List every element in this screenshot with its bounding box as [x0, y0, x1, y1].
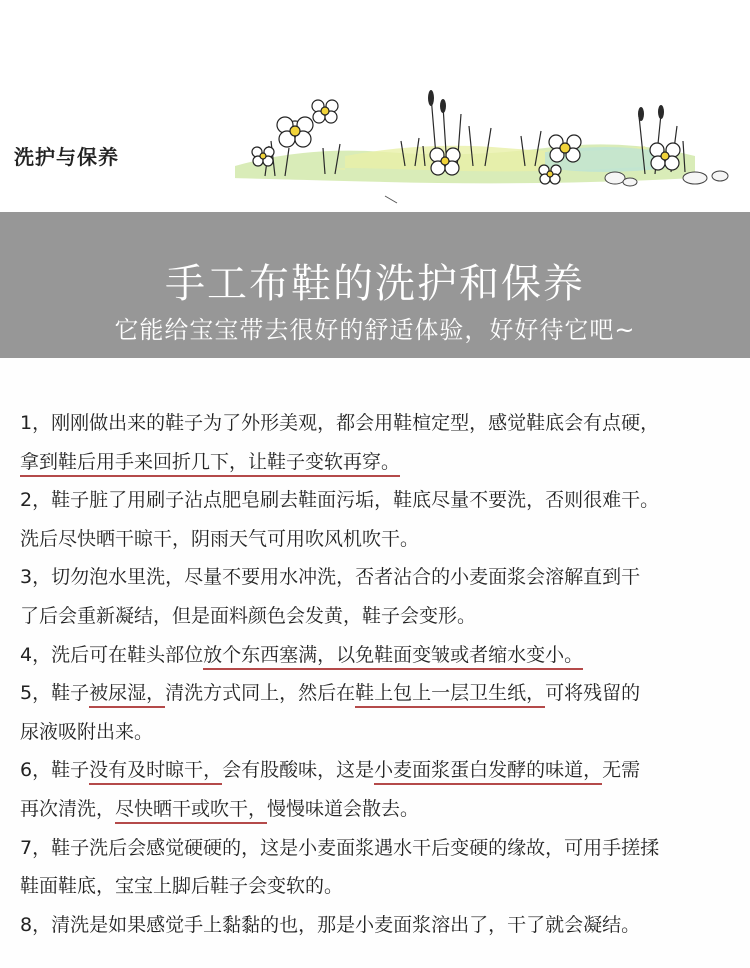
- text-segment: 7，鞋子洗后会感觉硬硬的，这是小麦面浆遇水干后变硬的缘故，可用手搓揉: [20, 836, 660, 859]
- care-item-line: [20, 443, 750, 482]
- text-segment: 了后会重新凝结，但是面料颜色会发黄，鞋子会变形。: [20, 604, 477, 627]
- text-segment: 尿液吸附出来。: [20, 720, 154, 743]
- page-subtitle: 它能给宝宝带去很好的舒适体验，好好待它吧~: [114, 316, 636, 344]
- care-item: [20, 829, 750, 906]
- care-instructions-list: [20, 404, 750, 944]
- text-segment: 2，鞋子脏了用刷子沾点肥皂刷去鞋面污垢，鞋底尽量不要洗，否则很难干。: [20, 489, 660, 512]
- care-item: [20, 404, 750, 481]
- text-segment: 5，鞋子: [20, 682, 90, 705]
- care-item-line: [20, 404, 750, 443]
- care-item-line: [20, 520, 750, 559]
- text-segment: 可将残留的: [545, 682, 641, 705]
- text-segment: 再次清洗，: [20, 797, 116, 820]
- text-segment: 4，洗后可在鞋头部位: [20, 643, 204, 666]
- care-item-line: [20, 674, 750, 713]
- header-panel: [0, 212, 750, 358]
- underlined-text: 尽快晒干或吹干，: [115, 798, 267, 824]
- care-item-line: [20, 867, 750, 906]
- text-segment: 会有股酸味，这是: [222, 759, 375, 782]
- care-item-line: [20, 481, 750, 520]
- text-segment: 8，清洗是如果感觉手上黏黏的也，那是小麦面浆溶出了，干了就会凝结。: [20, 913, 641, 936]
- text-segment: 无需: [602, 759, 641, 782]
- care-item-line: [20, 558, 750, 597]
- care-item: [20, 751, 750, 828]
- care-item-line: [20, 751, 750, 790]
- underlined-text: 放个东西塞满，以免鞋面变皱或者缩水变小。: [203, 644, 583, 670]
- care-item: [20, 674, 750, 751]
- text-segment: 1，刚刚做出来的鞋子为了外形美观，都会用鞋楦定型，感觉鞋底会有点硬，: [20, 412, 660, 434]
- care-item-line: [20, 906, 750, 945]
- care-item: [20, 481, 750, 558]
- text-segment: 清洗方式同上，然后在: [165, 682, 356, 705]
- care-item: [20, 906, 750, 945]
- care-instructions-panel: [0, 358, 750, 968]
- underlined-text: 被尿湿，: [89, 682, 165, 708]
- text-segment: 3，切勿泡水里洗，尽量不要用水冲洗，否者沾合的小麦面浆会溶解直到干: [20, 566, 641, 589]
- text-segment: 鞋面鞋底，宝宝上脚后鞋子会变软的。: [20, 875, 344, 898]
- care-item-line: [20, 790, 750, 829]
- care-item-line: [20, 597, 750, 636]
- text-segment: 洗后尽快晒干晾干，阴雨天气可用吹风机吹干。: [20, 527, 420, 550]
- underlined-text: 拿到鞋后用手来回折几下，让鞋子变软再穿。: [20, 451, 400, 477]
- care-item-line: [20, 713, 750, 752]
- page-title: 手工布鞋的洗护和保养: [165, 261, 585, 307]
- underlined-text: 鞋上包上一层卫生纸，: [355, 682, 545, 708]
- care-item-line: [20, 829, 750, 868]
- underlined-text: 没有及时晾干，: [89, 759, 222, 785]
- care-item: [20, 636, 750, 675]
- care-item: [20, 558, 750, 635]
- flower-garden-illustration: [225, 86, 750, 206]
- underlined-text: 小麦面浆蛋白发酵的味道，: [374, 759, 602, 785]
- top-banner: [0, 0, 750, 212]
- care-item-line: [20, 636, 750, 675]
- section-label: 洗护与保养: [14, 145, 119, 169]
- text-segment: 慢慢味道会散去。: [267, 797, 420, 820]
- text-segment: 6，鞋子: [20, 759, 90, 782]
